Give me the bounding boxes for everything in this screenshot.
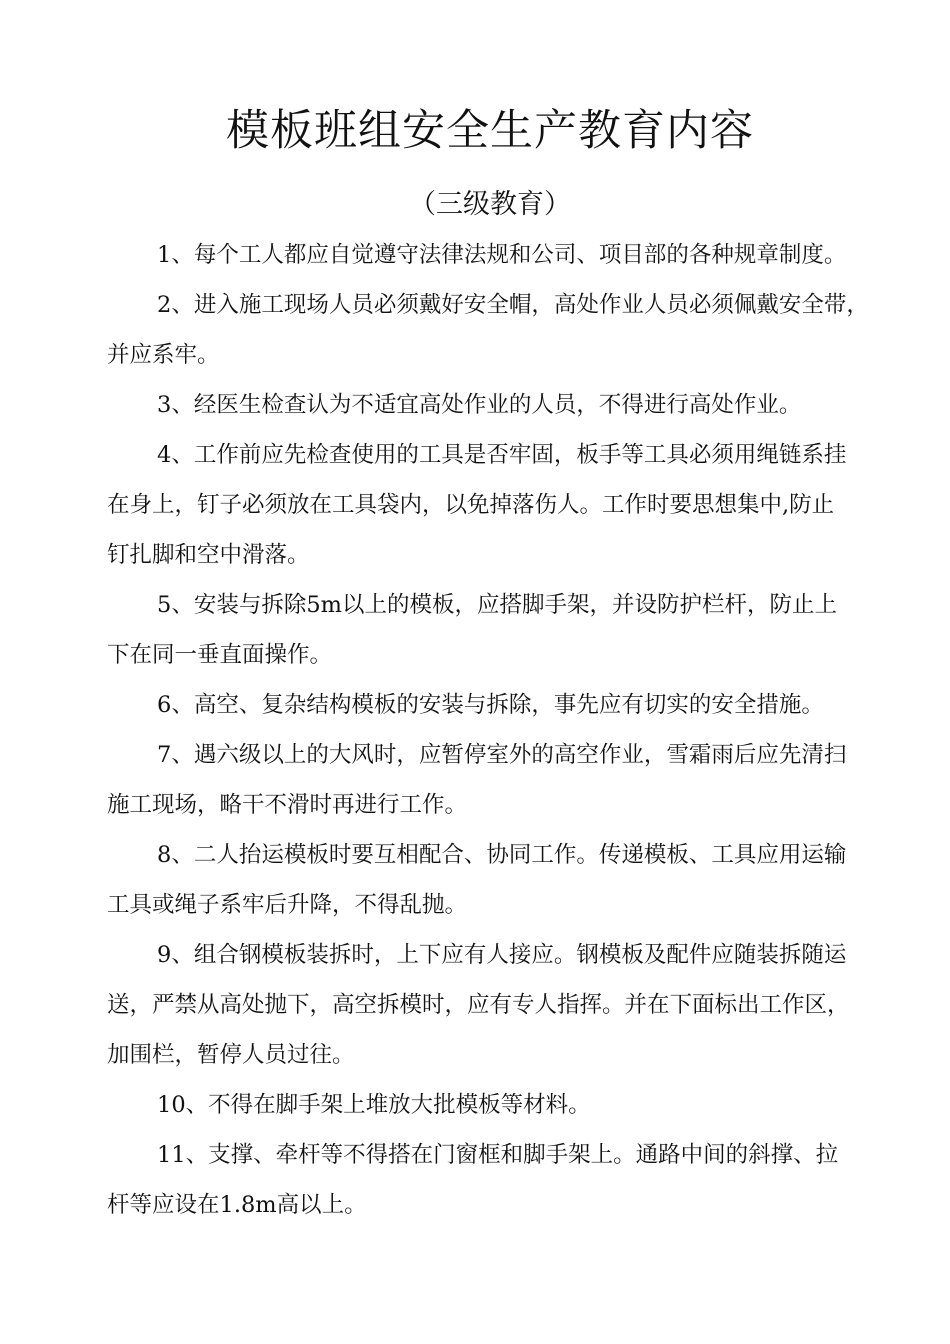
rule-item-4	[107, 430, 897, 580]
rule-line: 7、遇六级以上的大风时，应暂停室外的高空作业，雪霜雨后应先清扫	[157, 742, 847, 768]
rule-item-10	[107, 1080, 897, 1130]
rule-item-3	[107, 380, 897, 430]
rule-item-8	[107, 830, 897, 930]
rule-line: 钉扎脚和空中滑落。	[107, 542, 310, 568]
rule-line: 9、组合钢模板装拆时，上下应有人接应。钢模板及配件应随装拆随运	[157, 942, 847, 968]
rule-line: 6、高空、复杂结构模板的安装与拆除，事先应有切实的安全措施。	[157, 692, 824, 718]
document-body	[107, 230, 897, 1230]
rule-line: 施工现场，略干不滑时再进行工作。	[107, 792, 468, 818]
rule-item-5	[107, 580, 897, 680]
rule-line: 3、经医生检查认为不适宜高处作业的人员，不得进行高处作业。	[157, 392, 802, 418]
document-title: 模板班组安全生产教育内容	[226, 106, 754, 156]
rule-line: 送，严禁从高处抛下，高空拆模时，应有专人指挥。并在下面标出工作区，	[107, 992, 850, 1018]
rule-item-6	[107, 680, 897, 730]
rule-line: 11、支撑、牵杆等不得搭在门窗框和脚手架上。通路中间的斜撑、拉	[157, 1142, 839, 1168]
rule-line: 杆等应设在1.8m高以上。	[107, 1192, 367, 1218]
rule-line: 1、每个工人都应自觉遵守法律法规和公司、项目部的各种规章制度。	[157, 242, 847, 268]
rule-line: 10、不得在脚手架上堆放大批模板等材料。	[157, 1092, 591, 1118]
rule-line: 下在同一垂直面操作。	[107, 642, 333, 668]
document-subtitle: （三级教育）	[409, 189, 571, 220]
rule-item-1	[107, 230, 897, 280]
rule-item-7	[107, 730, 897, 830]
rule-line: 在身上，钉子必须放在工具袋内，以免掉落伤人。工作时要思想集中,防止	[107, 492, 835, 518]
rule-line: 5、安装与拆除5m以上的模板，应搭脚手架，并设防护栏杆，防止上	[157, 592, 837, 618]
rule-line: 4、工作前应先检查使用的工具是否牢固，板手等工具必须用绳链系挂	[157, 442, 847, 468]
rule-item-11	[107, 1130, 897, 1230]
rule-line: 加围栏，暂停人员过往。	[107, 1042, 355, 1068]
rule-line: 8、二人抬运模板时要互相配合、协同工作。传递模板、工具应用运输	[157, 842, 847, 868]
rule-line: 2、进入施工现场人员必须戴好安全帽，高处作业人员必须佩戴安全带，	[157, 292, 869, 318]
rule-item-9	[107, 930, 897, 1080]
rule-line: 工具或绳子系牢后升降，不得乱抛。	[107, 892, 468, 918]
rule-line: 并应系牢。	[107, 342, 220, 368]
rule-item-2	[107, 280, 897, 380]
